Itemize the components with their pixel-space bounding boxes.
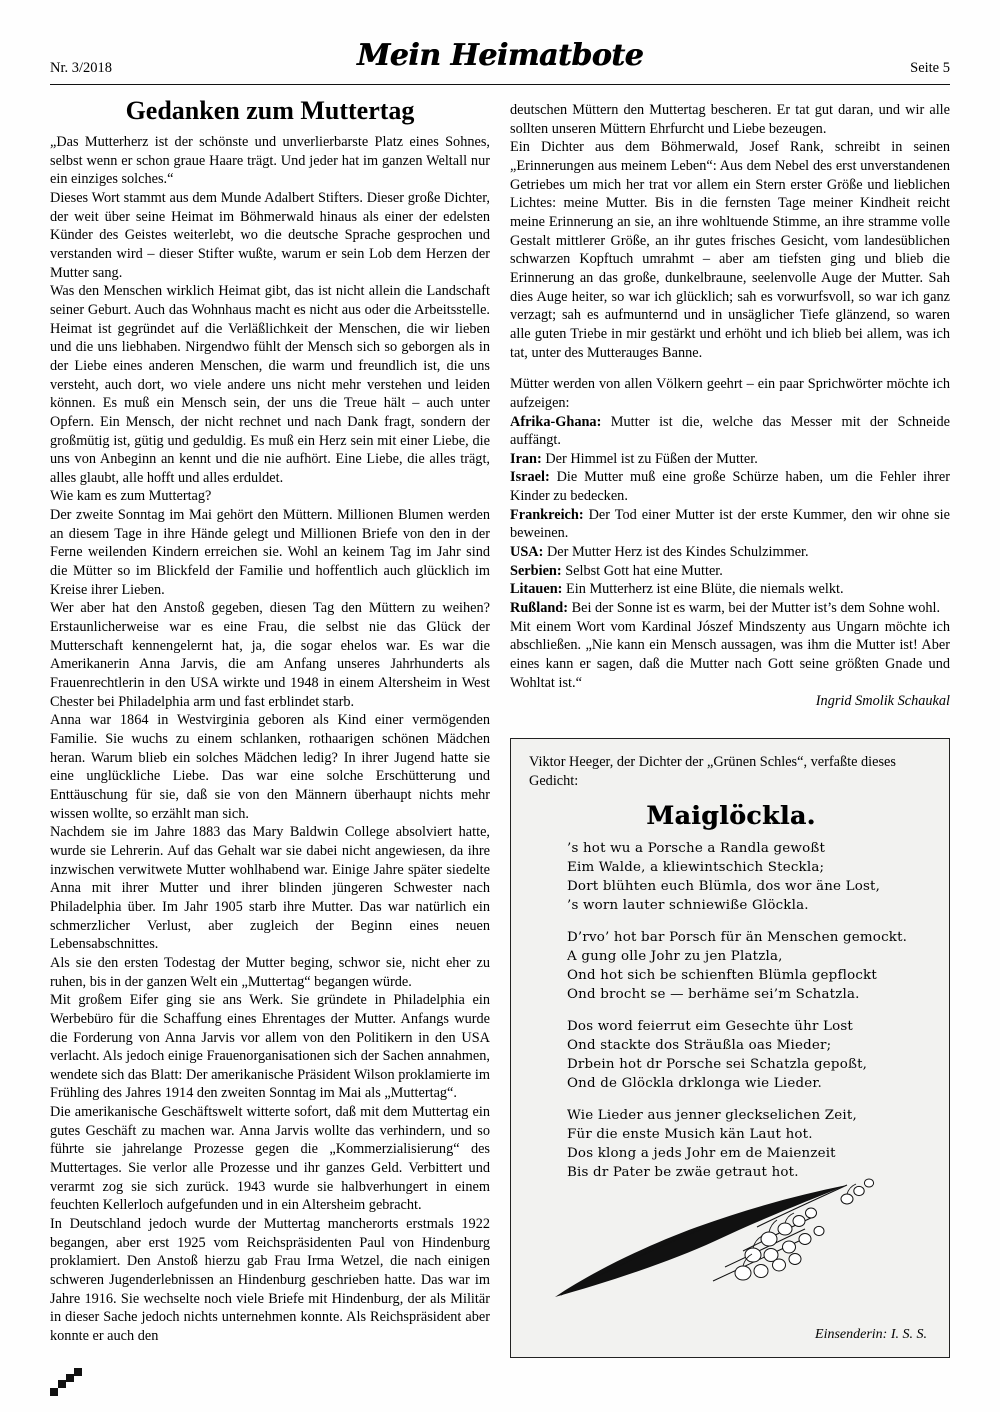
proverb-text: Selbst Gott hat eine Mutter. (561, 562, 723, 579)
proverb-item (510, 506, 950, 543)
poem-line: Bis dr Pater be zwäe getraut hot. (567, 1165, 799, 1181)
paragraph: Mit großem Eifer ging sie ans Werk. Sie gründete in Philadelphia ein Werbebüro für die Schaffung eines Ehrentages der Mutter. Anfangs wurde die Forderung von Anna Jarvis vor allem von den Politikern in den USA verlacht. Als jedoch einige Frauenorganisationen sich der Sachen annahmen, wendete sich das Blatt: Der amerikanische Präsident Wilson proklamierte im Frühling des Jahres 1914 den zweiten Sonntag im Mai als „Muttertag“. (50, 992, 490, 1102)
page-number: Seite 5 (910, 60, 950, 76)
paragraph: Was den Menschen wirklich Heimat gibt, das ist nicht allein die Landschaft seiner Geburt. Auch das Wohnhaus macht es nicht aus oder die Arbeitsstelle. Heimat ist gegründet auf die Verläßlichkeit der Menschen, die wir lieben und die uns liebhaben. Nirgendwo fühlt der Mensch sich so geborgen als in der Liebe eines anderen Menschen, die warm und freundlich ist, die uns versteht, auch dort, wo viele andere uns nicht mehr verstehen und leiden können. Es muß ein Mensch sein, der uns die Treue hält – auch unter Opfern. Ein Mensch, der nicht rechnet und nach Dank fragt, sondern der großmütig ist, gütig und geduldig. Es muß ein Herz sein mit einer Liebe, die uns von Anbeginn an kennt und die nie aufhört. Eine Liebe, die alles trägt, alles glaubt, alle hofft und alles erduldet. (50, 283, 490, 486)
poem-line: Dos word feierrut eim Gesechte ühr Lost (567, 1019, 854, 1035)
paragraph: Mit einem Wort vom Kardinal Jószef Mindszenty aus Ungarn möchte ich abschließen. „Nie kann ein Mensch aussagen, was ihm die Mutter ist! Aber eines kann er sagen, daß die Mutter nach Gott seine größten Gnade und Wohltat ist.“ (510, 618, 950, 691)
article-column-left (50, 133, 490, 1346)
issue-number: Nr. 3/2018 (50, 60, 113, 76)
paragraph: Dieses Wort stammt aus dem Munde Adalbert Stifters. Dieser große Dichter, der weit über seine Heimat im Böhmerwald hinaus als einer der edelsten Künder des Geistes weiterlebt, wo die deutsche Sprache gesprochen und verstanden wird – dieser Stifter wußte, warum er sein Lob dem Herzen der Mutter sang. (50, 189, 490, 281)
paragraph: „Das Mutterherz ist der schönste und unverlierbarste Platz eines Sohnes, selbst wenn er schon graue Haare trägt. Und jeder hat im ganzen Weltall nur ein einziges solches.“ (50, 134, 490, 188)
paragraph: In Deutschland jedoch wurde der Muttertag mancherorts erstmals 1922 begangen, aber erst 1925 vom Reichspräsidenten Paul von Hindenburg proklamiert. Den Anstoß hierzu gab Frau Irma Wetzel, die nach einigen schweren Jugenderlebnissen an Hindenburg geschrieben hatte. Das war im Jahre 1916. Sie wechselte noch viele Briefe mit Hindenburg, der als Militär in dieser Sache jedoch nichts unternehmen konnte. Als Reichspräsident aber konnte er auch den (50, 1216, 490, 1344)
poem-stanza (567, 839, 927, 915)
proverb-item (510, 413, 950, 450)
corner-mark (50, 1368, 88, 1396)
poem-line: Ond de Glöckla drklonga wie Lieder. (567, 1076, 822, 1092)
article-author: Ingrid Smolik Schaukal (815, 693, 950, 710)
proverb-country: Israel: (510, 469, 550, 486)
paragraph: Nachdem sie im Jahre 1883 das Mary Baldwin College absolviert hatte, wurde sie Lehrerin. Auf das Gehalt war sie dabei nicht angewiesen, da ihre inzwischen verwitwete Mutter wohlhabend war. Einige Jahre später siedelte Anna mit ihrer Mutter und ihrer blinden jüngeren Schwester nach Philadelphia über. Im Jahr 1905 starb ihre Mutter. Das war natürlich ein schmerzlicher Verlust, aber zugleich der Beginn eines neuen Lebensabschnittes. (50, 824, 490, 953)
paragraph: Ein Dichter aus dem Böhmerwald, Josef Rank, schreibt in seinen „Erinnerungen aus meinem Leben“: Aus dem Nebel des erst unverstandenen Getriebes um mich her trat vor allem ein Stern erster Größe und lieblichen Lichtes: meine Mutter. Bis in die fernsten Tage meiner Kindheit reicht meine Erinnerung an sie, an ihre wohltuende Stimme, an ihre stramme volle Gestalt mittlerer Größe, an ihr gutes frisches Gesicht, vom landesüblichen schwarzen Kopftuch umrahmt – aber am tiefsten ging und blieb die Erinnerung an das große, dunkelbraune, seelenvolle Auge der Mutter. Sah dies Auge heiter, so war ich glücklich; sah es vorwurfsvoll, so war ich ganz verzagt; sah es aufmunternd und in unsäglicher Tiefe glänzend, so waren alle guten Triebe in mir gestärkt und erhöht und ich blieb bei allem, was ich tat, unter des Mutterauges Banne. (510, 139, 950, 361)
proverb-country: Litauen: (510, 581, 563, 598)
paragraph: Anna war 1864 in Westvirginia geboren als Kind einer vermögenden Familie. Sie wuchs zu einem schlanken, rothaarigen schönen Mädchen heran. Warum blieb ein solches Mädchen ledig? In ihrer Jugend hatte sie eine unglückliche Liebe. Das war eine solche Erschütterung und Enttäuschung für sie, daß sie von den Männern überhaupt nichts mehr wissen wollte, so erzählt man sich. (50, 712, 490, 822)
proverb-country: Rußland: (510, 600, 569, 617)
poem-line: D’rvo’ hot bar Porsch für än Menschen gemockt. (567, 930, 908, 946)
poem-line: Dort blühten euch Blümla, dos wor äne Lost, (567, 879, 881, 895)
proverb-item (510, 543, 950, 562)
header-divider (50, 84, 950, 85)
paragraph: Der zweite Sonntag im Mai gehört den Müttern. Millionen Blumen werden an diesem Tage in ihre Hände gelegt und Millionen Briefe von den in der Ferne weilenden Kindern erreichen sie. Wohl an keinem Tag im Jahr sind die Mütter so im Blickfeld der Familie und hoffentlich auch glücklich im Kreise ihrer Lieben. (50, 507, 490, 598)
proverb-text: Der Mutter Herz ist des Kindes Schulzimmer. (543, 544, 809, 561)
poem-line: Ond brocht se — berhäme sei’m Schatzla. (567, 987, 860, 1003)
poem-line: Eim Walde, a kliewintschich Steckla; (567, 860, 825, 876)
poem-line: Drbein hot dr Porsche sei Schatzla gepoßt, (567, 1057, 868, 1073)
poem-line: Ond stackte dos Sträußla oas Mieder; (567, 1038, 832, 1054)
proverb-country: Afrika-Ghana: (510, 413, 602, 430)
poem-title: Maiglöckla. (646, 801, 816, 830)
column-spacer (510, 362, 950, 375)
poem-line: Wie Lieder aus jenner gleckselichen Zeit, (567, 1108, 857, 1124)
proverb-item (510, 468, 950, 505)
poem-intro: Viktor Heeger, der Dichter der „Grünen Schles“, verfaßte dieses Gedicht: (529, 754, 896, 789)
publication-title: Mein Heimatbote (356, 38, 644, 73)
proverb-item (510, 450, 950, 469)
article-headline: Gedanken zum Muttertag (125, 96, 415, 125)
poem-line: Dos klong a jeds Johr em de Maienzeit (567, 1146, 836, 1162)
poem-body (567, 839, 927, 1196)
poem-box (510, 738, 950, 1358)
lily-of-the-valley-illustration (547, 1155, 917, 1305)
masthead (50, 38, 950, 82)
paragraph: Wer aber hat den Anstoß gegeben, diesen Tag den Müttern zu weihen? Erstaunlicherweise war es eine Frau, die selbst nie das Glück der Mutterschaft kennengelernt hat, ja, die sogar ehelos war. Es war die Amerikanerin Anna Jarvis, die am Anfang unseres Jahrhunderts als Frauenrechtlerin in den USA wirkte und 1948 in einem Altersheim in West Chester bei Philadelphia arm und fast erblindet starb. (50, 600, 490, 710)
poem-stanza (567, 1017, 927, 1093)
proverb-item (510, 580, 950, 599)
article-column-right (510, 101, 950, 711)
paragraph: Als sie den ersten Todestag der Mutter beging, schwor sie, nicht eher zu ruhen, bis in der ganzen Welt ein „Muttertag“ begangen würde. (50, 954, 490, 990)
proverb-text: Die Mutter muß eine große Schürze haben, um die Fehler ihrer Kinder zu bedecken. (510, 469, 950, 505)
proverb-text: Der Tod einer Mutter ist der erste Kummer, den wir ohne sie beweinen. (510, 506, 950, 542)
poem-signature: Einsenderin: I. S. S. (815, 1327, 927, 1342)
proverb-text: Der Himmel ist zu Füßen der Mutter. (541, 450, 758, 467)
proverb-country: Iran: (510, 450, 542, 467)
poem-line: ’s hot wu a Porsche a Randla gewoßt (567, 841, 826, 856)
poem-line: ’s worn lauter schniewiße Glöckla. (567, 898, 809, 914)
paragraph: deutschen Müttern den Muttertag bescheren. Er tat gut daran, und wir alle sollten unseren Müttern Ehrfurcht und Liebe bezeugen. (510, 102, 950, 137)
poem-line: Für die enste Musich kän Laut hot. (567, 1127, 813, 1143)
proverb-text: Bei der Sonne ist es warm, bei der Mutter ist’s dem Sohne wohl. (568, 600, 941, 617)
proverb-country: Frankreich: (510, 506, 584, 523)
proverb-item (510, 599, 950, 618)
poem-line: A gung olle Johr zu jen Platzla, (567, 949, 783, 965)
paragraph: Wie kam es zum Muttertag? (50, 488, 212, 505)
proverb-country: Serbien: (510, 562, 562, 579)
paragraph: Die amerikanische Geschäftswelt witterte sofort, daß mit dem Muttertag ein gutes Geschäft zu machen war. Anna Jarvis wollte das verhindern, und so führte sie jahrelange Prozesse gegen die „Kommerzialisierung“ des Muttertages. Sie verlor alle Prozesse und ihr ganzes Geld. Verbittert und verarmt zog sie sich zurück. 1943 wurde sie halbverhungert in einem feuchten Kellerloch aufgefunden und in ein Altersheim gebracht. (50, 1104, 490, 1214)
poem-stanza (567, 928, 927, 1004)
proverb-text: Ein Mutterherz ist eine Blüte, die niemals welkt. (562, 581, 844, 598)
proverb-item (510, 562, 950, 581)
proverb-country: USA: (510, 544, 544, 561)
poem-line: Ond hot sich be schienften Blümla gepflockt (567, 968, 877, 984)
proverbs-intro: Mütter werden von allen Völkern geehrt – ein paar Sprichwörter möchte ich aufzeigen: (510, 376, 950, 411)
proverb-text: Mutter ist die, welche das Messer mit der Schneide auffängt. (510, 413, 950, 449)
